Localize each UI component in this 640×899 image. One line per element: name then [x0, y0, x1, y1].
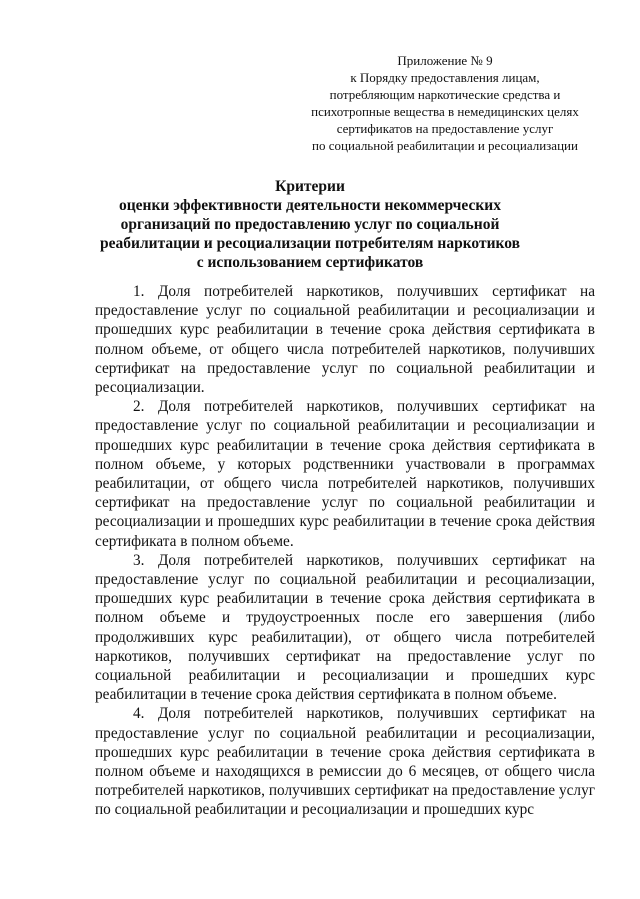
- document-body: [95, 282, 595, 820]
- criterion-paragraph-1: 1. Доля потребителей наркотиков, получивших сертификат на предоставление услуг по социальной реабилитации и ресоциализации и прошедших курс реабилитации в течение срока действия сертификата в полном объеме, от общего числа потребителей наркотиков, получивших сертификат на предоставление услуг по социальной реабилитации и ресоциализации.: [95, 283, 595, 397]
- appendix-line: к Порядку предоставления лицам,: [350, 70, 540, 85]
- title-line: реабилитации и ресоциализации потребителям наркотиков: [100, 235, 520, 252]
- title-line: оценки эффективности деятельности некоммерческих: [119, 197, 501, 214]
- title-line: организаций по предоставлению услуг по социальной: [120, 216, 500, 233]
- appendix-line: психотропные вещества в немедицинских целях: [311, 104, 579, 119]
- appendix-line: потребляющим наркотические средства и: [329, 87, 561, 102]
- appendix-line: Приложение № 9: [397, 53, 493, 68]
- document-title: [100, 177, 520, 272]
- criterion-paragraph-3: 3. Доля потребителей наркотиков, получивших сертификат на предоставление услуг по социальной реабилитации и ресоциализации, прошедших курс реабилитации в течение срока действия сертификата в полном объеме и трудоустроенных после его завершения (либо продолживших курс реабилитации), от общего числа потребителей наркотиков, получивших сертификат на предоставление услуг по социальной реабилитации и ресоциализации и прошедших курс реабилитации в течение срока действия сертификата в полном объеме.: [95, 551, 595, 704]
- criterion-paragraph-2: 2. Доля потребителей наркотиков, получивших сертификат на предоставление услуг по социальной реабилитации и ресоциализации и прошедших курс реабилитации в течение срока действия сертификата в полном объеме, у которых родственники участвовали в программах реабилитации, от общего числа потребителей наркотиков, получивших сертификат на предоставление услуг по социальной реабилитации и ресоциализации и прошедших курс реабилитации в течение срока действия сертификата в полном объеме.: [95, 398, 595, 550]
- appendix-line: по социальной реабилитации и ресоциализации: [312, 138, 578, 153]
- appendix-reference: [300, 52, 590, 154]
- appendix-line: сертификатов на предоставление услуг: [336, 121, 554, 136]
- title-line: с использованием сертификатов: [196, 254, 424, 271]
- title-line: Критерии: [275, 178, 345, 195]
- criterion-paragraph-4: 4. Доля потребителей наркотиков, получивших сертификат на предоставление услуг по социальной реабилитации и ресоциализации, прошедших курс реабилитации в течение срока действия сертификата в полном объеме и находящихся в ремиссии до 6 месяцев, от общего числа потребителей наркотиков, получивших сертификат на предоставление услуг по социальной реабилитации и ресоциализации и прошедших курс: [95, 705, 595, 819]
